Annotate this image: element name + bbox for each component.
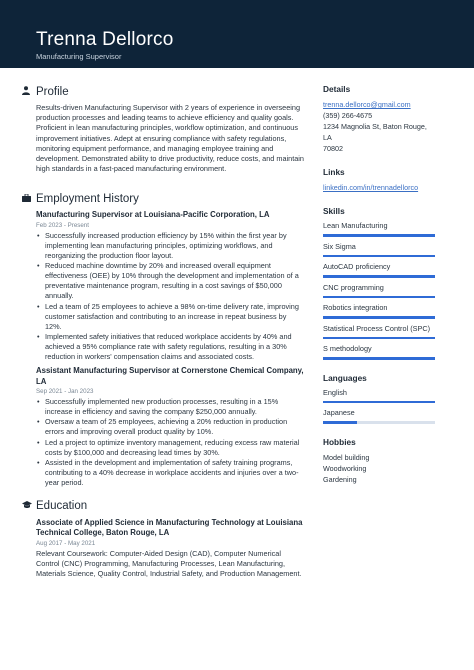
language-item-level-fill bbox=[323, 401, 435, 404]
skill-item bbox=[323, 324, 435, 340]
address-line-2: 70802 bbox=[323, 144, 343, 153]
employment-section bbox=[22, 191, 304, 488]
candidate-title: Manufacturing Supervisor bbox=[36, 52, 122, 61]
skill-item bbox=[323, 344, 435, 360]
languages-heading: Languages bbox=[323, 372, 367, 383]
job-entry bbox=[22, 210, 304, 362]
skill-item-level-bar bbox=[323, 357, 435, 360]
skill-item-level-bar bbox=[323, 255, 435, 258]
phone-number: (359) 266-4675 bbox=[323, 111, 373, 120]
bullet-item: • Successfully implemented new production processes, resulting in a 15% increase in efficiency and saving the company $250,000 annually. bbox=[36, 397, 304, 417]
profile-summary: Results-driven Manufacturing Supervisor with 2 years of experience in overseeing production processes and leading teams to achieve efficiency and quality goals. Proficient in lean manufacturing principles, workflow optimization, and continuous improvement initiatives. Adept at ensuring compliance with safety regulations, monitoring equipment performance, and managing employee training and development. Demonstrated ability to drive productivity, reduce costs, and maintain high standards in a fast-paced manufacturing environment. bbox=[36, 103, 304, 174]
candidate-name: Trenna Dellorco bbox=[36, 29, 174, 50]
hobby-item: Gardening bbox=[323, 474, 357, 484]
bullet-item: • Reduced machine downtime by 20% and increased overall equipment effectiveness (OEE) by 10% through the development and implementation of a preventative maintenance program, resulting in a cost savings of $50,000 annually. bbox=[36, 261, 304, 301]
profile-heading: Profile bbox=[36, 85, 69, 98]
job-list bbox=[22, 210, 304, 488]
hobby-item: Model building bbox=[323, 452, 370, 462]
degree-title: Associate of Applied Science in Manufacturing Technology at Louisiana Technical College, Baton Rouge, LA bbox=[36, 517, 303, 538]
sidebar-column bbox=[323, 84, 435, 498]
hobbies-block bbox=[323, 437, 435, 485]
language-item bbox=[323, 388, 435, 404]
hobby-item: Woodworking bbox=[323, 463, 367, 473]
briefcase-icon bbox=[22, 194, 36, 204]
job-bullets bbox=[36, 231, 304, 362]
bullet-item: • Led a project to optimize inventory management, reducing excess raw material costs by $100,000 and decreasing lead times by 30%. bbox=[36, 438, 304, 458]
skill-item-label: Lean Manufacturing bbox=[323, 221, 388, 230]
skill-item bbox=[323, 262, 435, 278]
links-heading: Links bbox=[323, 167, 345, 177]
resume-header bbox=[0, 0, 474, 68]
job-title: Manufacturing Supervisor at Louisiana-Pacific Corporation, LA bbox=[36, 210, 270, 220]
job-title: Assistant Manufacturing Supervisor at Cornerstone Chemical Company, LA bbox=[36, 366, 304, 386]
graduation-cap-icon bbox=[22, 501, 36, 511]
languages-block bbox=[323, 373, 435, 424]
bullet-item: • Assisted in the development and implementation of safety training programs, contributing to a 40% decrease in workplace accidents and injuries over a two-year period. bbox=[36, 458, 304, 488]
skill-item bbox=[323, 283, 435, 299]
job-entry bbox=[22, 366, 304, 488]
skill-item bbox=[323, 242, 435, 258]
education-list bbox=[22, 518, 304, 580]
education-section bbox=[22, 499, 304, 580]
address-line-1: 1234 Magnolia St, Baton Rouge, LA bbox=[323, 122, 427, 142]
skill-item-level-bar bbox=[323, 296, 435, 299]
job-date: Sep 2021 - Jan 2023 bbox=[36, 388, 94, 396]
details-block bbox=[323, 84, 435, 154]
skill-item-label: Robotics integration bbox=[323, 303, 388, 312]
skill-item-level-fill bbox=[323, 234, 435, 237]
links-block bbox=[323, 167, 435, 193]
language-item bbox=[323, 408, 435, 424]
education-entry bbox=[22, 518, 304, 580]
skills-block bbox=[323, 206, 435, 360]
skill-item-label: Six Sigma bbox=[323, 241, 356, 251]
skill-list bbox=[323, 221, 435, 360]
linkedin-link[interactable]: linkedin.com/in/trennadellorco bbox=[323, 183, 419, 192]
profile-section bbox=[22, 84, 304, 174]
language-item-label: English bbox=[323, 387, 347, 397]
skill-item-label: S methodology bbox=[323, 344, 372, 353]
skill-item-level-fill bbox=[323, 337, 435, 340]
bullet-item: • Successfully increased production efficiency by 15% within the first year by implementing lean manufacturing principles, optimizing workflows, and reorganizing the production floor layout. bbox=[36, 231, 304, 261]
education-heading: Education bbox=[36, 500, 88, 513]
employment-heading: Employment History bbox=[36, 192, 139, 205]
main-column bbox=[22, 84, 304, 584]
skills-heading: Skills bbox=[323, 206, 345, 216]
language-item-label: Japanese bbox=[323, 408, 355, 417]
person-icon bbox=[22, 86, 36, 97]
language-item-level-bar bbox=[323, 401, 435, 404]
email-link[interactable]: trenna.dellorco@gmail.com bbox=[323, 100, 411, 109]
skill-item bbox=[323, 221, 435, 237]
skill-item-level-fill bbox=[323, 275, 435, 278]
job-bullets bbox=[36, 397, 304, 488]
language-list bbox=[323, 388, 435, 424]
job-date: Feb 2023 - Present bbox=[36, 221, 89, 229]
education-date: Aug 2017 - May 2021 bbox=[36, 539, 96, 547]
skill-item-level-fill bbox=[323, 316, 435, 319]
coursework-text: Relevant Coursework: Computer-Aided Design (CAD), Computer Numerical Control (CNC) Programming, Manufacturing Processes, Lean Manufacturing, Materials Science, Quality Control, Industrial Safety, and Production Management. bbox=[36, 548, 302, 579]
skill-item-level-fill bbox=[323, 357, 435, 360]
bullet-item: • Implemented safety initiatives that reduced workplace accidents by 40% and achieved a 95% compliance rate with safety regulations, resulting in a 30% reduction in workers' compensation claims and associated costs. bbox=[36, 332, 304, 362]
details-heading: Details bbox=[323, 84, 351, 94]
skill-item-level-fill bbox=[323, 255, 435, 258]
skill-item-level-bar bbox=[323, 275, 435, 278]
skill-item-label: AutoCAD proficiency bbox=[323, 262, 391, 271]
skill-item-level-bar bbox=[323, 337, 435, 340]
skill-item-level-fill bbox=[323, 296, 435, 299]
language-item-level-fill bbox=[323, 421, 357, 424]
skill-item-label: Statistical Process Control (SPC) bbox=[323, 323, 431, 333]
bullet-item: • Oversaw a team of 25 employees, achieving a 20% reduction in production errors and improving overall product quality by 10%. bbox=[36, 417, 304, 437]
hobby-list bbox=[323, 452, 435, 485]
language-item-level-bar bbox=[323, 421, 435, 424]
skill-item-level-bar bbox=[323, 234, 435, 237]
hobbies-heading: Hobbies bbox=[323, 436, 356, 447]
skill-item-level-bar bbox=[323, 316, 435, 319]
bullet-item: • Led a team of 25 employees to achieve a 98% on-time delivery rate, improving customer satisfaction and contributing to an increase in repeat business by 12%. bbox=[36, 302, 304, 332]
skill-item bbox=[323, 303, 435, 319]
skill-item-label: CNC programming bbox=[323, 282, 384, 292]
